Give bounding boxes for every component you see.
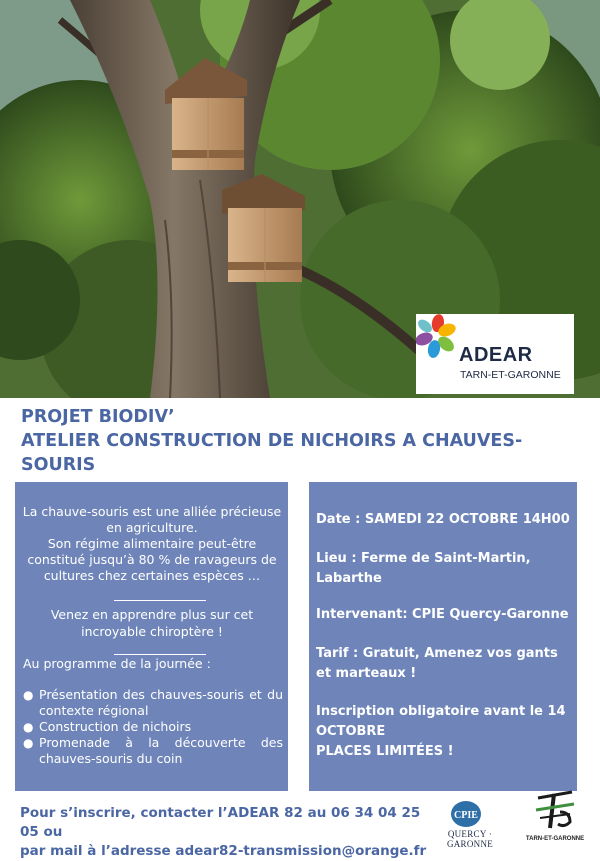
title-line-1: PROJET BIODIV’ [21,407,175,427]
description-panel [15,482,288,791]
event-date: Date : SAMEDI 22 OCTOBRE 14H00 [316,512,570,527]
intro-text [21,504,283,584]
divider [114,600,206,601]
event-speaker: Intervenant: CPIE Quercy-Garonne [316,607,569,622]
event-price: Tarif : Gratuit, Amenez vos gants et marteaux ! [316,646,558,681]
page-title [21,405,591,477]
bullet-icon: ● [23,688,34,702]
intro-line: constitué jusqu’à 80 % de ravageurs de [27,552,277,567]
logo-subtitle: TARN-ET-GARONNE [460,369,561,381]
flower-logo-icon [416,314,456,362]
intro-line: cultures chez certaines espèces … [43,568,261,583]
list-item [21,735,283,767]
tarn-et-garonne-logo-icon [530,788,580,834]
contact-line-2: par mail à l’adresse adear82-transmission@orange.fr [20,843,427,859]
program-list [21,687,283,767]
intro-line: en agriculture. [106,520,198,535]
cpie-logo-icon [449,799,483,829]
bullet-icon: ● [23,736,34,750]
event-registration: Inscription obligatoire avant le 14 OCTOBRE [316,704,566,739]
hero-photo [0,0,600,398]
title-line-2: ATELIER CONSTRUCTION DE NICHOIRS A CHAUVES- [21,431,523,451]
event-limited: PLACES LIMITÉES ! [316,744,454,759]
adear-logo [416,314,574,394]
program-item-text: Promenade à la découverte des chauves-souris du coin [39,735,283,766]
cpie-mark: CPIE [454,810,478,821]
intro-line: Son régime alimentaire peut-être [47,536,257,551]
program-item-text: Présentation des chauves-souris et du contexte régional [39,687,283,718]
logo-name: ADEAR [459,344,533,366]
invite-line: Venez en apprendre plus sur cet [50,607,254,622]
contact-info [20,804,430,861]
title-line-3: SOURIS [21,455,96,475]
program-item-text: Construction de nichoirs [39,719,192,734]
contact-line-1: Pour s’inscrire, contacter l’ADEAR 82 au 06 34 04 25 05 ou [20,805,421,840]
program-heading: Au programme de la journée : [23,656,211,671]
divider [114,654,206,655]
invite-text [21,606,283,640]
bullet-icon: ● [23,720,34,734]
list-item [21,719,283,735]
list-item [21,687,283,719]
event-info-panel [309,482,577,791]
intro-line: La chauve-souris est une alliée précieuse [22,504,282,519]
event-place: Lieu : Ferme de Saint-Martin, Labarthe [316,551,531,586]
partner-tarn-et-garonne: TARN-ET-GARONNE [525,836,585,842]
partner-quercy-garonne: QUERCY · GARONNE [446,829,494,849]
invite-line: incroyable chiroptère ! [81,624,223,639]
